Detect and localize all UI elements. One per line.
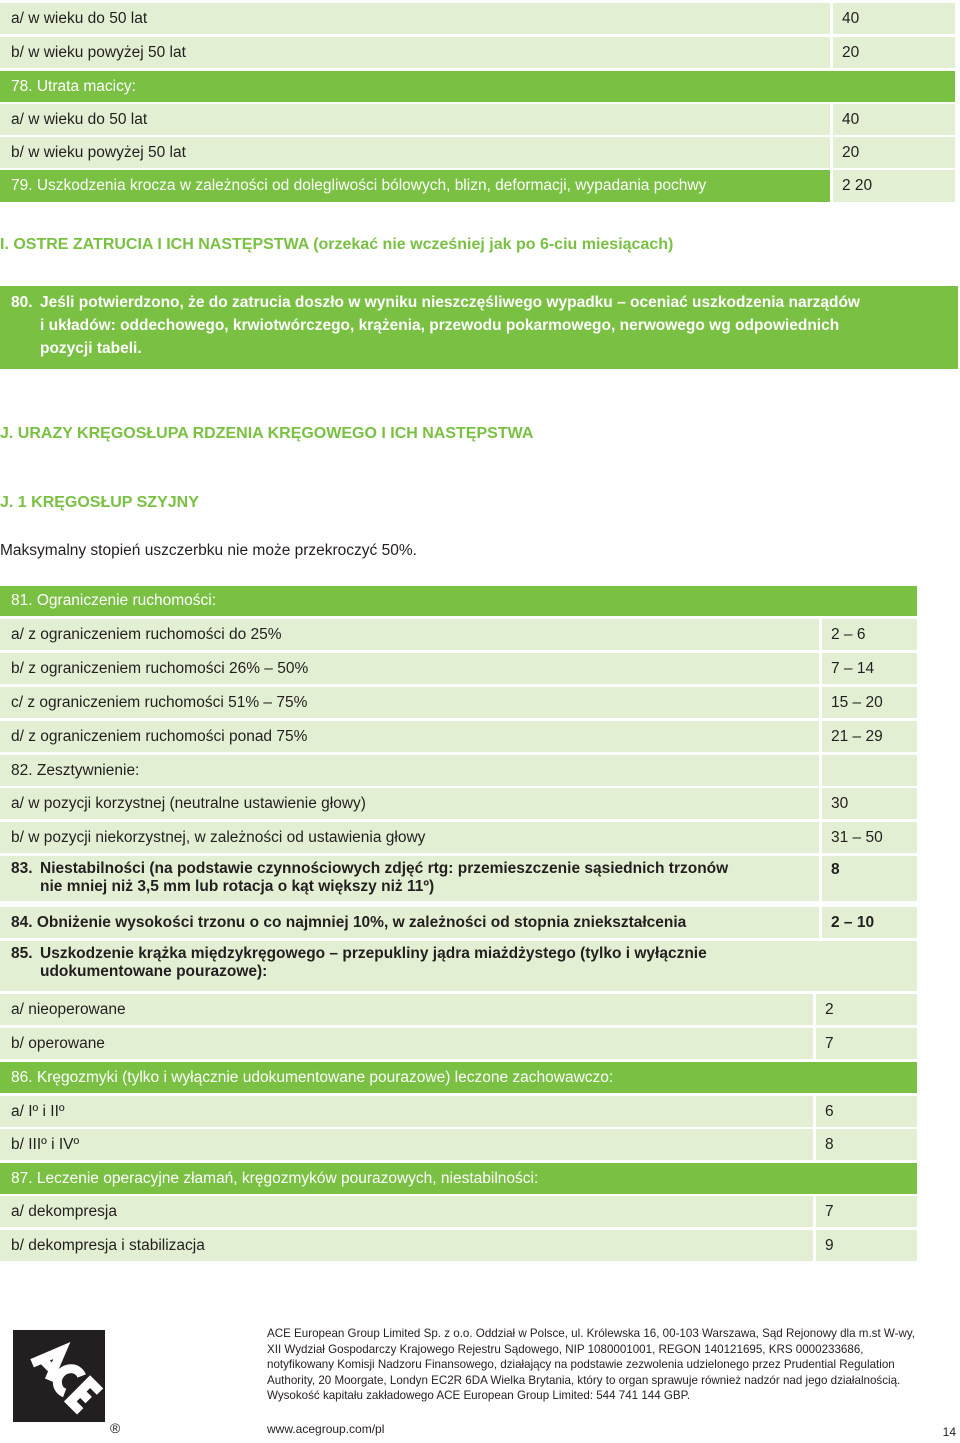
row-value: 8 <box>822 856 917 901</box>
table-row <box>0 1129 917 1160</box>
item-80-number: 80. <box>11 294 33 311</box>
table-row <box>0 3 955 34</box>
row-value: 7 <box>816 1028 917 1059</box>
item-80-line2: i układów: oddechowego, krwiotwórczego, krążenia, przewodu pokarmowego, nerwowego wg odpowiednich <box>40 317 840 334</box>
row-label: b/ w wieku powyżej 50 lat <box>0 37 830 68</box>
table-row <box>0 137 955 168</box>
row-value: 30 <box>822 788 917 819</box>
table-row <box>0 104 955 135</box>
table-row <box>0 822 917 853</box>
row-value-empty <box>822 755 917 786</box>
item-79-heading: 79. Uszkodzenia krocza w zależności od dolegliwości bólowych, blizn, deformacji, wypadania pochwy <box>0 170 830 202</box>
item-80-text <box>0 286 958 369</box>
row-value: 40 <box>833 104 955 135</box>
footer-legal <box>267 1326 947 1404</box>
table-row <box>0 1028 917 1059</box>
footer-website-link[interactable]: www.acegroup.com/pl <box>267 1422 385 1436</box>
row-value: 2 – 6 <box>822 619 917 650</box>
table-row <box>0 653 917 684</box>
table-row <box>0 721 917 752</box>
row-label: a/ w pozycji korzystnej (neutralne ustawienie głowy) <box>0 788 819 819</box>
item-83-line2: nie mniej niż 3,5 mm lub rotacja o kąt większy niż 11º) <box>40 878 435 895</box>
row-value: 40 <box>833 3 955 34</box>
page-number: 14 <box>942 1425 956 1439</box>
row-label: b/ dekompresja i stabilizacja <box>0 1230 813 1261</box>
item-82-heading: 82. Zesztywnienie: <box>0 755 819 786</box>
table-row-header <box>0 1163 917 1194</box>
item-85-number: 85. <box>11 945 33 962</box>
item-85-line1: Uszkodzenie krążka międzykręgowego – przepukliny jądra miażdżystego (tylko i wyłącznie <box>40 945 707 962</box>
table-row <box>0 856 917 901</box>
item-87-heading: 87. Leczenie operacyjne złamań, kręgozmyków pourazowych, niestabilności: <box>0 1163 917 1194</box>
table-row-header <box>0 170 955 202</box>
row-label: b/ z ograniczeniem ruchomości 26% – 50% <box>0 653 819 684</box>
table-row <box>0 994 917 1025</box>
row-value: 6 <box>816 1096 917 1127</box>
row-value: 9 <box>816 1230 917 1261</box>
table-row-header <box>0 586 917 616</box>
footer-line: Wysokość kapitału zakładowego ACE European Group Limited: 544 741 144 GBP. <box>267 1389 691 1403</box>
section-heading-I: I. OSTRE ZATRUCIA I ICH NASTĘPSTWA (orzekać nie wcześniej jak po 6-ciu miesiącach) <box>0 236 674 253</box>
row-value: 8 <box>816 1129 917 1160</box>
table-row <box>0 755 917 786</box>
row-label: a/ Iº i IIº <box>0 1096 813 1127</box>
row-value: 21 – 29 <box>822 721 917 752</box>
row-value: 20 <box>833 137 955 168</box>
row-value: 20 <box>833 37 955 68</box>
row-value: 15 – 20 <box>822 687 917 718</box>
item-85-line2: udokumentowane pourazowe): <box>40 963 268 980</box>
row-label: b/ w pozycji niekorzystnej, w zależności od ustawienia głowy <box>0 822 819 853</box>
row-label: b/ w wieku powyżej 50 lat <box>0 137 830 168</box>
footer-line: Authority, 20 Moorgate, Londyn EC2R 6DA Wielka Brytania, który to organ sprawuje również nadzór nad jego działalnością. <box>267 1373 901 1387</box>
table-row <box>0 1230 917 1261</box>
registered-mark: ® <box>110 1420 121 1436</box>
table-row <box>0 788 917 819</box>
item-83-text <box>0 856 819 901</box>
item-81-heading: 81. Ograniczenie ruchomości: <box>0 586 917 616</box>
item-86-heading: 86. Kręgozmyki (tylko i wyłącznie udokumentowane pourazowe) leczone zachowawczo: <box>0 1062 917 1093</box>
table-row <box>0 1096 917 1127</box>
row-label: b/ IIIº i IVº <box>0 1129 813 1160</box>
row-value: 2 – 10 <box>822 907 917 938</box>
item-80-line3: pozycji tabeli. <box>40 340 142 357</box>
row-value: 7 – 14 <box>822 653 917 684</box>
table-row <box>0 619 917 650</box>
footer-line: ACE European Group Limited Sp. z o.o. Oddział w Polsce, ul. Królewska 16, 00-103 Warszawa, Sąd Rejonowy dla m.st W-wy, <box>267 1327 916 1340</box>
ace-logo-mark <box>13 1330 105 1422</box>
row-label: a/ z ograniczeniem ruchomości do 25% <box>0 619 819 650</box>
table-row <box>0 687 917 718</box>
table-row-header <box>0 71 955 102</box>
section-heading-J: J. URAZY KRĘGOSŁUPA RDZENIA KRĘGOWEGO I ICH NASTĘPSTWA <box>0 425 534 442</box>
item-84-label: 84. Obniżenie wysokości trzonu o co najmniej 10%, w zależności od stopnia zniekształcenia <box>0 907 819 938</box>
item-80-line1: Jeśli potwierdzono, że do zatrucia doszło w wyniku nieszczęśliwego wypadku – oceniać uszkodzenia narządów <box>40 294 860 311</box>
max-note: Maksymalny stopień uszczerbku nie może przekroczyć 50%. <box>0 542 417 559</box>
row-label: a/ dekompresja <box>0 1196 813 1227</box>
row-value: 2 <box>816 994 917 1025</box>
item-80-box <box>0 286 958 369</box>
table-row <box>0 37 955 68</box>
table-row <box>0 941 917 991</box>
ace-logo <box>13 1330 105 1422</box>
item-83-number: 83. <box>11 860 33 877</box>
table-row <box>0 907 917 938</box>
row-label: a/ w wieku do 50 lat <box>0 104 830 135</box>
row-label: a/ w wieku do 50 lat <box>0 3 830 34</box>
section-heading-J1: J. 1 KRĘGOSŁUP SZYJNY <box>0 494 199 511</box>
row-value: 7 <box>816 1196 917 1227</box>
row-label: c/ z ograniczeniem ruchomości 51% – 75% <box>0 687 819 718</box>
footer-line: notyfikowany Komisji Nadzoru Finansowego, działający na podstawie zezwolenia udzielonego przez Prudential Regulation <box>267 1358 895 1372</box>
item-83-line1: Niestabilności (na podstawie czynnościowych zdjęć rtg: przemieszczenie sąsiednich trzonów <box>40 860 729 877</box>
item-85-text <box>0 941 917 991</box>
row-label: d/ z ograniczeniem ruchomości ponad 75% <box>0 721 819 752</box>
row-value: 31 – 50 <box>822 822 917 853</box>
row-value: 2 20 <box>833 170 955 202</box>
table-row-header <box>0 1062 917 1093</box>
row-label: b/ operowane <box>0 1028 813 1059</box>
row-label: a/ nieoperowane <box>0 994 813 1025</box>
footer-line: XII Wydział Gospodarczy Krajowego Rejestru Sądowego, NIP 1080001001, REGON 140121695, KRS 0000233686, <box>267 1342 864 1356</box>
item-78-heading: 78. Utrata macicy: <box>0 71 955 102</box>
table-row <box>0 1196 917 1227</box>
